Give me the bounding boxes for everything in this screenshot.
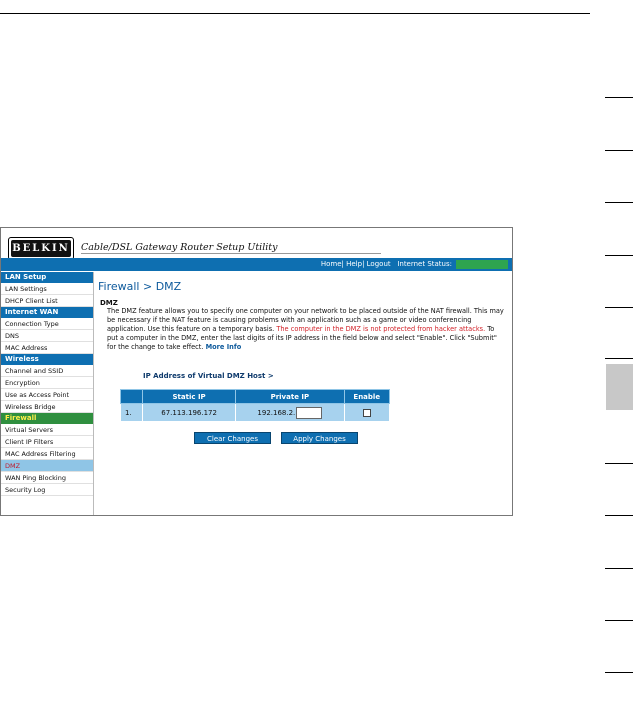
nav-item-virtual-servers[interactable]: Virtual Servers bbox=[1, 424, 93, 436]
nav-section-wireless[interactable]: Wireless bbox=[1, 354, 93, 365]
dmz-host-label: IP Address of Virtual DMZ Host > bbox=[143, 372, 274, 380]
help-link[interactable]: Help bbox=[346, 260, 363, 268]
nav-section-firewall[interactable]: Firewall bbox=[1, 413, 93, 424]
margin-tick bbox=[605, 672, 633, 673]
description-text: The DMZ feature allows you to specify one computer on your network to be placed outside of the NAT firewall. This may be necessary if the NAT feature is causing problems with an application such as a game or video conferencing application. Use this feature on a temporary basis. bbox=[107, 307, 504, 333]
nav-item-channel-and-ssid[interactable]: Channel and SSID bbox=[1, 365, 93, 377]
nav-item-use-as-access-point[interactable]: Use as Access Point bbox=[1, 389, 93, 401]
main-content bbox=[96, 272, 510, 515]
dmz-table bbox=[120, 389, 390, 422]
link-separator: | bbox=[362, 260, 367, 268]
warning-text: The computer in the DMZ is not protected from hacker attacks. bbox=[276, 325, 486, 333]
private-ip-input[interactable] bbox=[296, 407, 322, 419]
table-header-row bbox=[121, 390, 390, 404]
nav-section-lan-setup[interactable]: LAN Setup bbox=[1, 272, 93, 283]
sidebar-nav bbox=[1, 272, 94, 515]
router-utility-window bbox=[0, 227, 513, 516]
column-header-static-ip: Static IP bbox=[143, 390, 236, 404]
margin-tick bbox=[605, 620, 633, 621]
column-header-enable: Enable bbox=[344, 390, 389, 404]
margin-tick bbox=[605, 515, 633, 516]
margin-tick bbox=[605, 150, 633, 151]
enable-cell bbox=[344, 404, 389, 422]
top-status-bar bbox=[1, 258, 512, 271]
section-label: DMZ bbox=[100, 299, 118, 307]
static-ip-value: 67.113.196.172 bbox=[143, 404, 236, 422]
belkin-logo bbox=[8, 237, 74, 260]
nav-item-mac-address[interactable]: MAC Address bbox=[1, 342, 93, 354]
description-tail: To put a computer in the DMZ, enter the last digits of its IP address in the field below and select "Enable". Click "Submit" for the change to take effect. bbox=[107, 325, 497, 351]
row-number: 1. bbox=[121, 404, 143, 422]
nav-item-encryption[interactable]: Encryption bbox=[1, 377, 93, 389]
nav-item-dns[interactable]: DNS bbox=[1, 330, 93, 342]
nav-item-client-ip-filters[interactable]: Client IP Filters bbox=[1, 436, 93, 448]
margin-tick bbox=[605, 307, 633, 308]
utility-title: Cable/DSL Gateway Router Setup Utility bbox=[81, 242, 278, 253]
nav-item-wireless-bridge[interactable]: Wireless Bridge bbox=[1, 401, 93, 413]
margin-tick bbox=[605, 97, 633, 98]
nav-item-connection-type[interactable]: Connection Type bbox=[1, 318, 93, 330]
nav-item-dhcp-client-list[interactable]: DHCP Client List bbox=[1, 295, 93, 307]
clear-changes-button[interactable]: Clear Changes bbox=[194, 432, 271, 444]
dmz-description bbox=[107, 307, 507, 352]
internet-status-label: Internet Status: bbox=[397, 260, 452, 268]
column-header-number bbox=[121, 390, 143, 404]
nav-item-lan-settings[interactable]: LAN Settings bbox=[1, 283, 93, 295]
margin-tick bbox=[605, 255, 633, 256]
nav-section-internet-wan[interactable]: Internet WAN bbox=[1, 307, 93, 318]
table-row bbox=[121, 404, 390, 422]
margin-tick bbox=[605, 202, 633, 203]
apply-changes-button[interactable]: Apply Changes bbox=[281, 432, 358, 444]
header-divider bbox=[81, 253, 381, 254]
home-link[interactable]: Home bbox=[320, 260, 342, 268]
internet-status-indicator bbox=[456, 260, 508, 269]
more-info-link[interactable]: More Info bbox=[205, 343, 242, 351]
private-ip-cell bbox=[236, 404, 344, 422]
margin-tick bbox=[605, 358, 633, 359]
column-header-private-ip: Private IP bbox=[236, 390, 344, 404]
nav-item-mac-address-filtering[interactable]: MAC Address Filtering bbox=[1, 448, 93, 460]
page-title: Firewall > DMZ bbox=[98, 280, 182, 293]
nav-item-wan-ping-blocking[interactable]: WAN Ping Blocking bbox=[1, 472, 93, 484]
margin-tick bbox=[605, 463, 633, 464]
margin-tick bbox=[605, 568, 633, 569]
logo-text: BELKIN bbox=[12, 243, 70, 254]
link-separator: | bbox=[341, 260, 347, 268]
section-tab-marker bbox=[606, 364, 633, 410]
logout-link[interactable]: Logout bbox=[366, 260, 391, 268]
header-links bbox=[321, 260, 452, 268]
nav-item-dmz[interactable]: DMZ bbox=[1, 460, 93, 472]
private-ip-prefix: 192.168.2. bbox=[257, 408, 296, 417]
nav-item-security-log[interactable]: Security Log bbox=[1, 484, 93, 496]
enable-checkbox[interactable] bbox=[363, 409, 371, 417]
page-top-rule bbox=[0, 13, 590, 14]
